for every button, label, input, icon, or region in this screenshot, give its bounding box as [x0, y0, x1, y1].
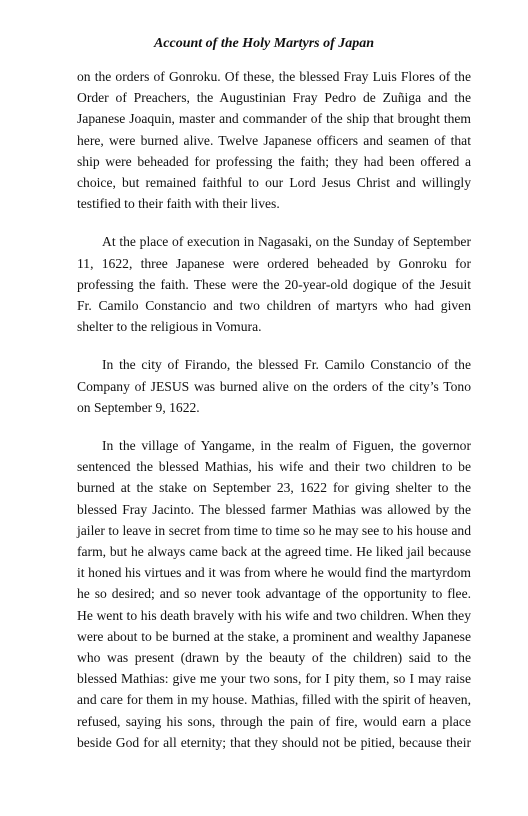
running-header: Account of the Holy Martyrs of Japan: [153, 36, 375, 51]
paragraph-continuation: on the orders of Gonroku. Of these, the blessed Fray Luis Flores of the Order of Preachers, the Augustinian Fray Pedro de Zuñiga and the Japanese Joaquin, master and commander of the ship that brought them here, were burned alive. Twelve Japanese officers and seamen of that ship were beheaded for professing the faith; they had been offered a choice, but remained faithful to our Lord Jesus Christ and willingly testified to their faith with their lives.: [77, 69, 471, 212]
paragraph-nagasaki-execution: At the place of execution in Nagasaki, on the Sunday of September 11, 1622, three Japanese were ordered beheaded by Gonroku for professing the faith. These were the 20-year-old dogique of the Jesuit Fr. Camilo Constancio and two children of martyrs who had given shelter to the religious in Vomura.: [77, 234, 471, 335]
paragraph-firando: In the city of Firando, the blessed Fr. Camilo Constancio of the Company of JESUS was burned alive on the orders of the city’s Tono on September 9, 1622.: [77, 357, 471, 415]
paragraph-yangame: In the village of Yangame, in the realm of Figuen, the governor sentenced the blessed Mathias, his wife and their two children to be burned at the stake on September 23, 1622 for giving shelter to the blessed Fray Jacinto. The blessed farmer Mathias was allowed by the jailer to leave in secret from time to time so he may see to his house and farm, but he always came back at the agreed time. He liked jail because it honed his virtues and it was from where he would find the martyrdom he so desired; and so never took advantage of the opportunity to flee. He went to his death bravely with his wife and two children. When they were about to be burned at the stake, a prominent and wealthy Japanese who was present (drawn by the beauty of the children) said to the blessed Mathias: give me your two sons, for I pity them, so I may raise and care for them in my house. Mathias, filled with the spirit of heaven, refused, saying his sons, through the pain of fire, would earn a place beside God for all eternity; that they should not be pitied, because their: [77, 438, 471, 750]
body-text: [77, 66, 471, 753]
